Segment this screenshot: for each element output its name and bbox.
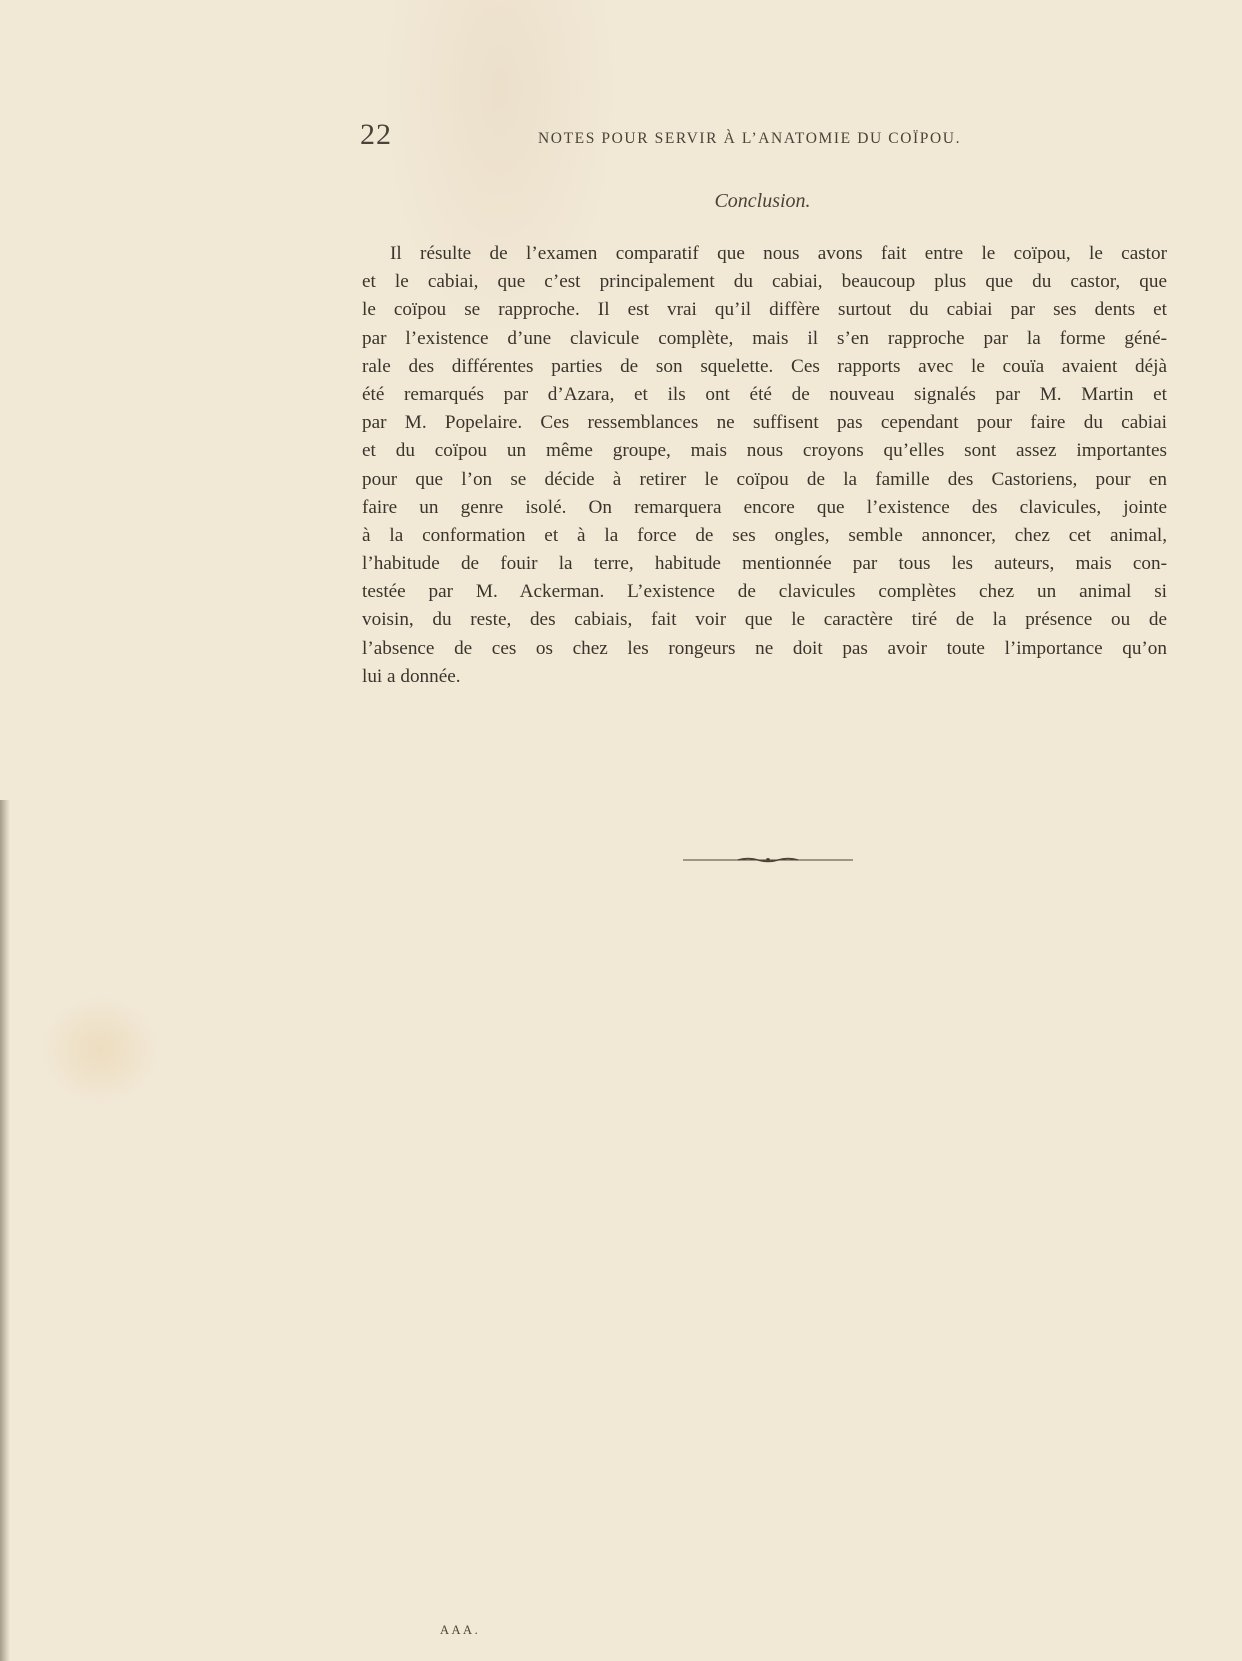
text-line: testée par M. Ackerman. L’existence de clavicules complètes chez un animal si	[362, 581, 1167, 603]
section-title: Conclusion.	[714, 190, 811, 212]
page-edge-shadow	[0, 800, 10, 1661]
text-line: pour que l’on se décide à retirer le coïpou de la famille des Castoriens, pour en	[362, 468, 1167, 490]
text-line: l’absence de ces os chez les rongeurs ne doit pas avoir toute l’importance qu’on	[362, 637, 1167, 659]
text-line: l’habitude de fouir la terre, habitude mentionnée par tous les auteurs, mais con-	[362, 553, 1167, 575]
text-line: par l’existence d’une clavicule complète, mais il s’en rapproche par la forme géné-	[362, 327, 1167, 349]
text-line: le coïpou se rapproche. Il est vrai qu’il diffère surtout du cabiai par ses dents et	[362, 299, 1167, 321]
text-line: par M. Popelaire. Ces ressemblances ne suffisent pas cependant pour faire du cabiai	[362, 412, 1167, 434]
text-line: à la conformation et à la force de ses ongles, semble annoncer, chez cet animal,	[362, 524, 1167, 546]
fleuron-divider-icon	[683, 857, 853, 863]
text-line: été remarqués par d’Azara, et ils ont été de nouveau signalés par M. Martin et	[362, 383, 1167, 405]
body-paragraph	[362, 240, 1167, 691]
text-line: Il résulte de l’examen comparatif que nous avons fait entre le coïpou, le castor	[390, 243, 1167, 264]
text-line: lui a donnée.	[362, 665, 461, 687]
text-line: et le cabiai, que c’est principalement du cabiai, beaucoup plus que du castor, que	[362, 271, 1167, 293]
text-line: voisin, du reste, des cabiais, fait voir que le caractère tiré de la présence ou de	[362, 609, 1167, 631]
text-line: faire un genre isolé. On remarquera encore que l’existence des clavicules, jointe	[362, 496, 1167, 518]
running-title: NOTES POUR SERVIR À L’ANATOMIE DU COÏPOU.	[538, 130, 962, 147]
text-line: et du coïpou un même groupe, mais nous croyons qu’elles sont assez importantes	[362, 440, 1167, 462]
page-header	[360, 118, 1005, 158]
page-number: 22	[360, 118, 392, 151]
text-line: rale des différentes parties de son squelette. Ces rapports avec le couïa avaient déjà	[362, 355, 1167, 377]
signature-mark: AAA.	[440, 1623, 481, 1637]
